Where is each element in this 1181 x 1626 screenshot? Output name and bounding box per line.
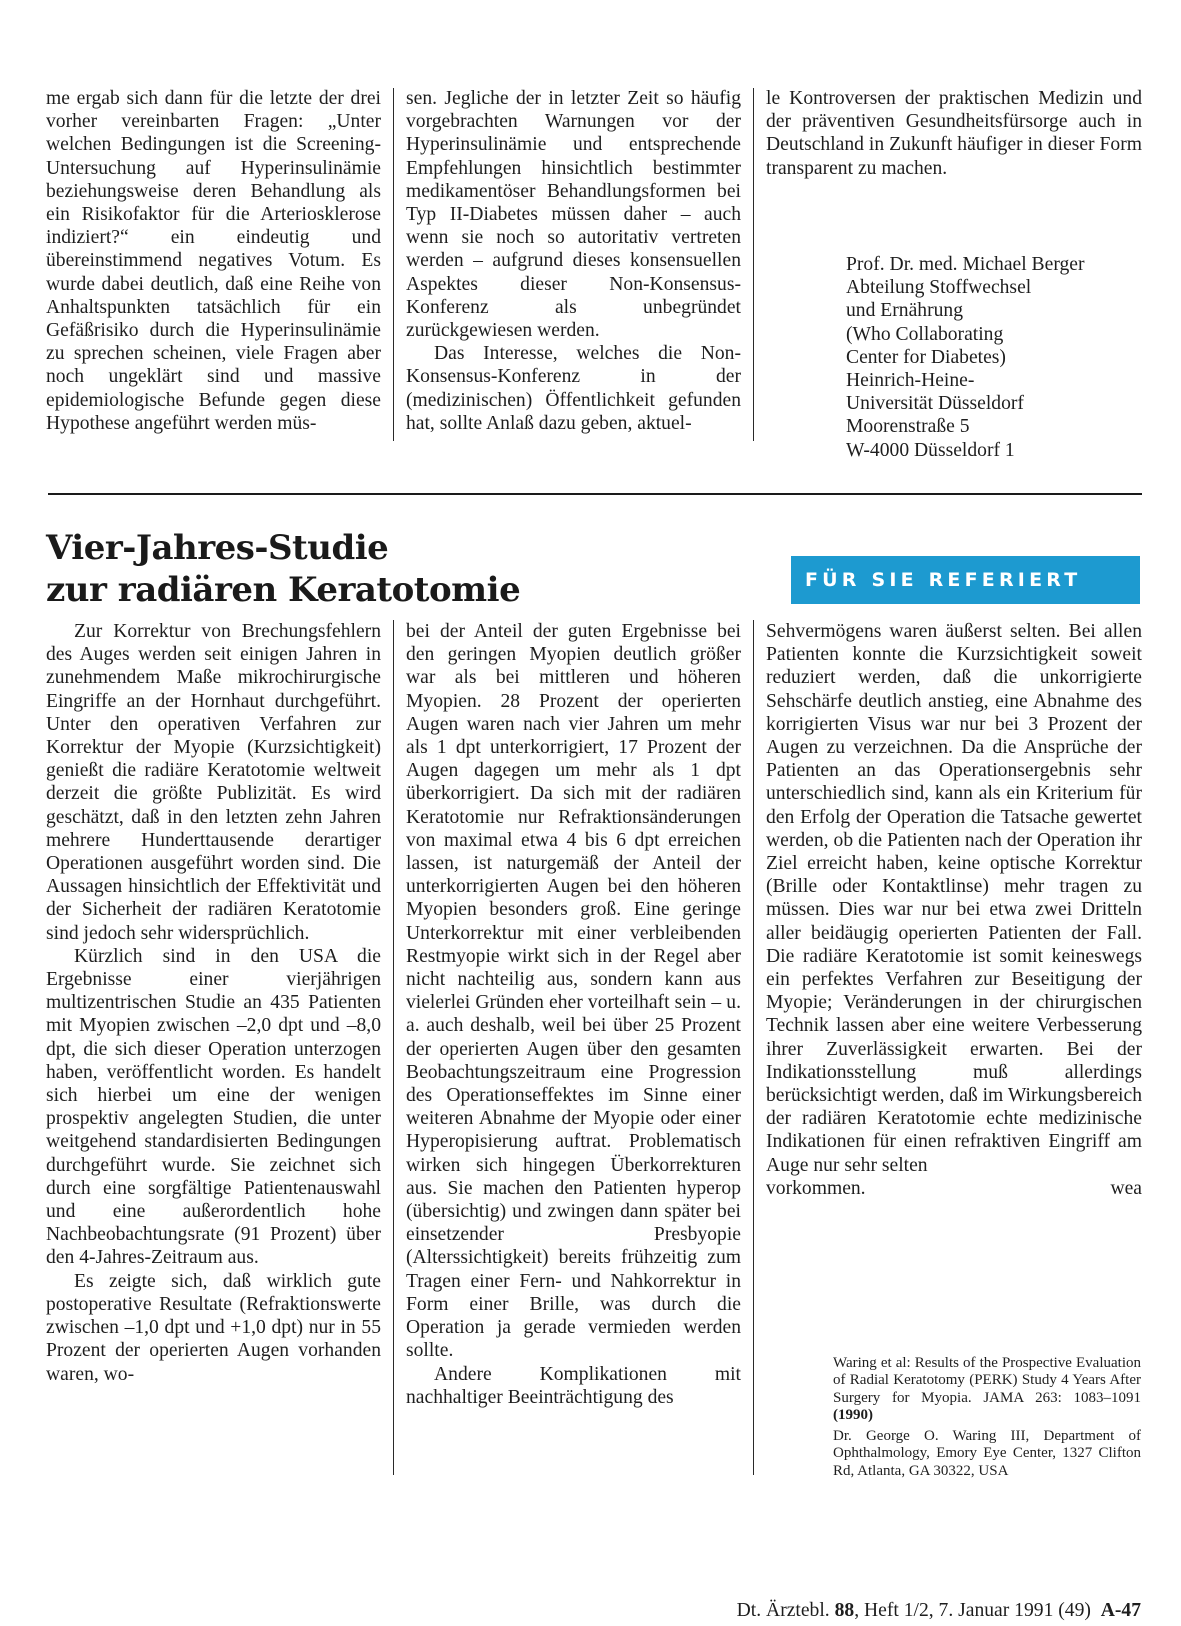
paragraph: Sehvermögens waren äußerst selten. Bei allen Patienten konnte die Kurzsichtigkeit soweit reduziert werden, daß die unkorrigierte Sehschärfe deutlich anstieg, eine Abnahme des korrigierten Visus war nur bei 3 Prozent der Augen zu verzeichnen. Da die Ansprüche der Patienten an das Operationsergebnis sehr unterschiedlich sind, kann als ein Kriterium für den Erfolg der Operation die Tatsache gewertet werden, ob die Patienten nach der Operation ihr Ziel erreicht haben, keine optische Korrektur (Brille oder Kontaktlinse) mehr tragen zu müssen. Dies war nur bei etwa zwei Dritteln aller beidäugig operierten Patienten der Fall. Die radiäre Keratotomie ist somit keineswegs ein perfektes Verfahren zur Beseitigung der Myopie; Veränderungen in der chirurgischen Technik lassen aber eine weitere Verbesserung ihrer Zuverlässigkeit erwarten. Bei der Indikationsstellung muß allerdings berücksichtigt werden, daß im Wirkungsbereich der radiären Keratotomie echte medizinische Indikationen für einen refraktiven Eingriff am Auge nur sehr selten bbox=[766, 621, 1142, 1176]
author-line: (Who Collaborating bbox=[846, 323, 1004, 345]
journal-name: Dt. Ärztebl. bbox=[736, 1600, 830, 1621]
journal-volume: 88 bbox=[834, 1600, 855, 1621]
reference-text: Waring et al: Results of the Prospective Evaluation of Radial Keratotomy (PERK) Study 4 Years After Surgery for Myopia. JAMA 263: 1083–1091 bbox=[833, 1355, 1141, 1406]
paragraph: Das Interesse, welches die Non-Konsensus-Konferenz in der (medizinischen) Öffentlichkeit gefunden hat, sollte Anlaß dazu geben, aktuel- bbox=[406, 343, 741, 434]
top-column-2 bbox=[406, 87, 741, 435]
paragraph: bei der Anteil der guten Ergebnisse bei den geringen Myopien deutlich größer war als bei mittleren und höheren Myopien. 28 Prozent der operierten Augen waren nach vier Jahren um mehr als 1 dpt unterkorrigiert, 17 Prozent der Augen dagegen um mehr als 1 dpt überkorrigiert. Da sich mit der radiären Keratotomie nur Refraktionsänderungen von maximal etwa 4 bis 6 dpt erreichen lassen, ist naturgemäß der Anteil der unterkorrigierten Augen bei den höheren Myopien besonders groß. Eine geringe Unterkorrektur mit einer verbleibenden Restmyopie wirkt sich in der Regel aber nicht nachteilig aus, sondern kann aus vielerlei Gründen eher vorteilhaft sein – u. a. auch deshalb, weil bei über 25 Prozent der operierten Augen über den gesamten Beobachtungszeitraum eine Progression des Operationseffektes im Sinne einer weiteren Abnahme der Myopie oder einer Hyperopisierung auftrat. Problematisch wirken sich hingegen Überkorrekturen aus. Sie machen den Patienten hyperop (übersichtig) und zwingen dann später bei einsetzender Presbyopie (Alterssichtigkeit) bereits frühzeitig zum Tragen einer Fern- und Nahkorrektur in Form einer Brille, was durch die Operation ja gerade vermieden werden sollte. bbox=[406, 621, 741, 1362]
author-line: Universität Düsseldorf bbox=[846, 393, 1024, 415]
paragraph: Zur Korrektur von Brechungsfehlern des Auges werden seit einigen Jahren in zunehmendem Maße mikrochirurgische Eingriffe an der Hornhaut durchgeführt. Unter den operativen Verfahren zur Korrektur der Myopie (Kurzsichtigkeit) genießt die radiäre Keratotomie weltweit derzeit die größte Publizität. Es wird geschätzt, daß in den letzten zehn Jahren mehrere Hunderttausende derartiger Operationen ausgeführt worden sind. Die Aussagen hinsichtlich der Effektivität und der Sicherheit der radiären Keratotomie sind jedoch sehr widersprüchlich. bbox=[46, 621, 381, 944]
paragraph-end bbox=[766, 1177, 1142, 1200]
paragraph: Kürzlich sind in den USA die Ergebnisse einer vierjährigen multizentrischen Studie an 435 Patienten mit Myopien zwischen –2,0 dpt und –8,0 dpt, die sich dieser Operation unterzogen haben, veröffentlicht worden. Es handelt sich hierbei um eine der wenigen prospektiv angelegten Studien, die unter weitgehend standardisierten Bedingungen durchgeführt wurde. Sie zeichnet sich durch eine sorgfältige Patientenauswahl und eine außerordentlich hohe Nachbeobachtungsrate (91 Prozent) über den 4-Jahres-Zeitraum aus. bbox=[46, 945, 381, 1269]
article-column-2 bbox=[406, 620, 741, 1409]
section-badge: FÜR SIE REFERIERT bbox=[791, 556, 1140, 604]
article-headline bbox=[46, 527, 520, 611]
page-footer bbox=[737, 1600, 1141, 1622]
column-divider bbox=[753, 620, 754, 1475]
headline-line-1: Vier-Jahres-Studie bbox=[46, 528, 389, 568]
issue-info: , Heft 1/2, 7. Januar 1991 (49) bbox=[854, 1600, 1091, 1621]
reference-year: (1990) bbox=[833, 1407, 873, 1424]
article-column-3 bbox=[766, 620, 1142, 1200]
headline-line-2: zur radiären Keratotomie bbox=[46, 570, 521, 610]
column-divider bbox=[393, 620, 394, 1475]
author-line: Prof. Dr. med. Michael Berger bbox=[846, 254, 1085, 275]
paragraph: Es zeigte sich, daß wirklich gute postoperative Resultate (Refraktionswerte zwischen –1,0 dpt und +1,0 dpt) nur in 55 Prozent der operierten Augen vorhanden waren, wo- bbox=[46, 1270, 381, 1385]
column-divider bbox=[753, 88, 754, 441]
page-number: A-47 bbox=[1100, 1600, 1141, 1621]
author-line: Heinrich-Heine- bbox=[846, 370, 975, 392]
top-column-3 bbox=[766, 87, 1142, 180]
author-address bbox=[846, 253, 1085, 462]
closing-word: vorkommen. bbox=[766, 1177, 866, 1199]
column-divider bbox=[393, 88, 394, 441]
author-line: Moorenstraße 5 bbox=[846, 416, 970, 438]
author-line: Center for Diabetes) bbox=[846, 346, 1006, 368]
paragraph: me ergab sich dann für die letzte der drei vorher vereinbarten Fragen: „Unter welchen Bedingungen ist die Screening-Untersuchung auf Hyperinsulinämie beziehungsweise deren Behandlung als ein Risikofaktor für die Arteriosklerose indiziert?“ ein eindeutig und übereinstimmend negatives Votum. Es wurde dabei deutlich, daß eine Reihe von Anhaltspunkten tatsächlich für ein Gefäßrisiko durch die Hyperinsulinämie zu sprechen scheinen, viele Fragen aber noch ungeklärt sind und massive epidemiologische Befunde gegen diese Hypothese angeführt werden müs- bbox=[46, 88, 381, 434]
paragraph: le Kontroversen der praktischen Medizin und der präventiven Gesundheitsfürsorge auch in Deutschland in Zukunft häufiger in dieser Form transparent zu machen. bbox=[766, 88, 1142, 179]
contact-text: Dr. George O. Waring III, Department of Ophthalmology, Emory Eye Center, 1327 Clifton Rd, Atlanta, GA 30322, USA bbox=[833, 1428, 1141, 1479]
author-line: Abteilung Stoffwechsel bbox=[846, 277, 1032, 299]
author-initials: wea bbox=[1110, 1177, 1142, 1199]
article-column-1 bbox=[46, 620, 381, 1386]
author-line: W-4000 Düsseldorf 1 bbox=[846, 439, 1015, 461]
paragraph: Andere Komplikationen mit nachhaltiger Beeinträchtigung des bbox=[406, 1363, 741, 1408]
reference-citation bbox=[833, 1355, 1141, 1425]
paragraph: sen. Jegliche der in letzter Zeit so häufig vorgebrachten Warnungen vor der Hyperinsulinämie und entsprechende Empfehlungen hinsichtlich bestimmter medikamentöser Behandlungsformen bei Typ II-Diabetes müssen daher – auch wenn sie noch so autoritativ vertreten werden – aufgrund dieses konsensuellen Aspektes dieser Non-Konsensus-Konferenz als unbegründet zurückgewiesen werden. bbox=[406, 88, 741, 342]
top-column-1 bbox=[46, 87, 381, 435]
section-divider bbox=[48, 493, 1142, 495]
author-line: und Ernährung bbox=[846, 300, 963, 322]
contact-address bbox=[833, 1428, 1141, 1480]
